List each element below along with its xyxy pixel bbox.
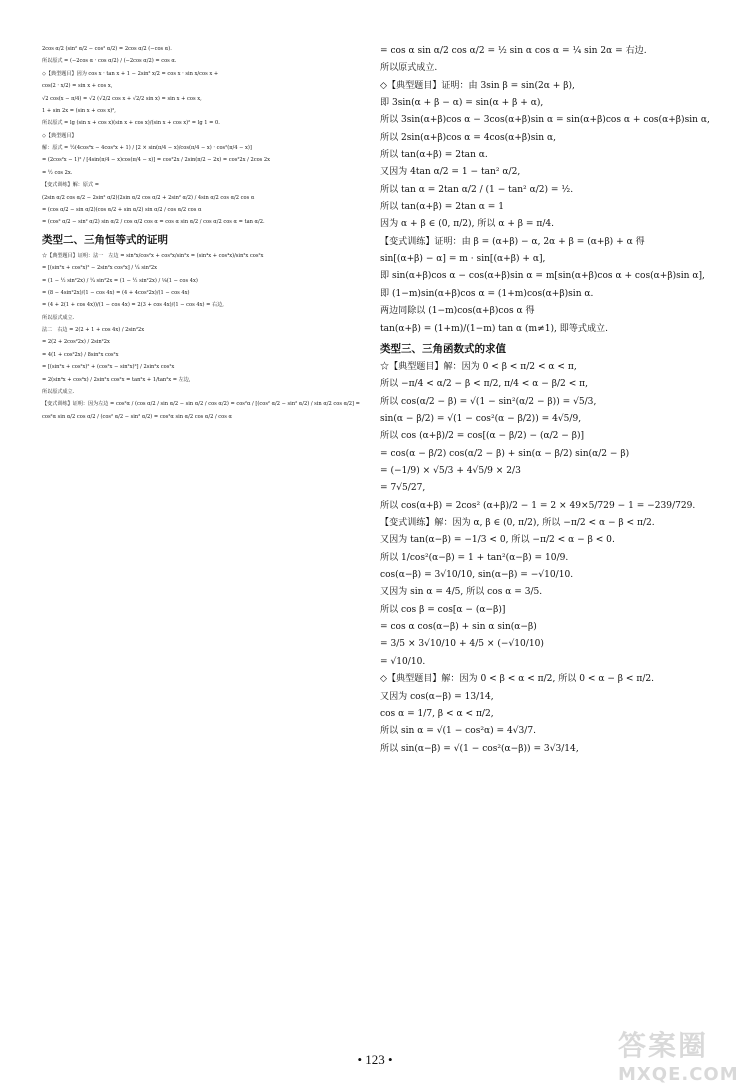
left-column-line: 2cos α/2 (sin² α/2 − cos² α/2) = 2cos α/2 (−cos α). xyxy=(42,46,172,52)
left-column-line: ◇【典型题目】因为 cos x · tan x + 1 − 2sin² x/2 = cos x · sin x/cos x + xyxy=(42,70,219,77)
right-column-line: 所以 tan(α+β) = 2tan α. xyxy=(380,150,488,161)
left-column-line: = [(sin²x + cos²x)² − 2sin²x cos²x] / ¼ sin²2x xyxy=(42,265,158,272)
right-column-line: 所以 cos(α/2 − β) = √(1 − sin²(α/2 − β)) = √5/3, xyxy=(380,396,597,407)
left-column-line: 【变式训练】证明：因为左边 = cos²α / (cos α/2 / sin α/2 − sin α/2 / cos α/2) = cos²α / [(cos² α/2 − sin² α/2) / sin α/2 cos α/2] = xyxy=(42,401,360,408)
right-column-line: 所以 sin α = √(1 − cos²α) = 4√3/7. xyxy=(380,726,537,737)
right-column-line: 所以 cos(α+β) = 2cos² (α+β)/2 − 1 = 2 × 49×5/729 − 1 = −239/729. xyxy=(380,500,696,511)
left-column-line: = 2(sin⁴x + cos⁴x) / 2sin²x cos²x = tan²x + 1/tan²x = 左边, xyxy=(42,376,191,383)
right-column-line: 所以 tan(α+β) = 2tan α = 1 xyxy=(380,202,505,213)
right-column-line: cos(α−β) = 3√10/10, sin(α−β) = −√10/10. xyxy=(380,570,574,581)
left-column-line: = (1 − ½ sin²2x) / ¼ sin²2x = (1 − ½ sin²2x) / ⅛(1 − cos 4x) xyxy=(42,277,198,284)
page-number: • 123 • xyxy=(357,1052,393,1067)
right-column-line: 所以 cos (α+β)/2 = cos[(α − β/2) − (α/2 − β)] xyxy=(380,431,585,442)
right-column-line: ◇【典型题目】解：因为 0 < β < α < π/2, 所以 0 < α − β < π/2. xyxy=(380,674,655,685)
right-column-line: sin[(α+β) − α] = m · sin[(α+β) + α], xyxy=(380,254,546,265)
left-column-line: 类型二、三角恒等式的证明 xyxy=(42,233,168,246)
right-column-line: = cos α cos(α−β) + sin α sin(α−β) xyxy=(380,622,537,633)
right-column-line: tan(α+β) = (1+m)/(1−m) tan α (m≠1), 即等式成立. xyxy=(380,323,608,334)
right-column-line: ☆【典型题目】解：因为 0 < β < π/2 < α < π, xyxy=(380,361,577,372)
left-column-line: = (4 + 2(1 + cos 4x))/(1 − cos 4x) = 2(3 + cos 4x)/(1 − cos 4x) = 右边, xyxy=(42,302,224,309)
left-column-line: ◇【典型题目】 xyxy=(42,132,77,139)
right-column-line: 两边同除以 (1−m)cos(α+β)cos α 得 xyxy=(380,306,535,317)
watermark-logo xyxy=(618,1024,738,1084)
right-column-line: 所以 −π/4 < α/2 − β < π/2, π/4 < α − β/2 < π, xyxy=(380,379,589,390)
right-column-line: = cos α sin α/2 cos α/2 = ½ sin α cos α = ¼ sin 2α = 右边. xyxy=(380,46,647,56)
left-column-line: 【变式训练】解：原式 = xyxy=(42,182,99,189)
left-column-line: ☆【典型题目】证明：法一 左边 = sin²x/cos²x + cos²x/sin²x = (sin⁴x + cos⁴x)/sin²x cos²x xyxy=(42,252,264,259)
right-column-line: 【变式训练】证明：由 β = (α+β) − α, 2α + β = (α+β) + α 得 xyxy=(380,236,645,247)
left-column xyxy=(42,46,360,426)
watermark-bottom-text: MXQE.COM xyxy=(618,1064,739,1085)
right-column-line: = √10/10. xyxy=(380,656,426,667)
left-column-line: 所以原式 = lg (sin x + cos x)(sin x + cos x)/(sin x + cos x)² = lg 1 = 0. xyxy=(42,120,220,127)
left-column-line: = ½ cos 2x. xyxy=(42,169,73,176)
left-column-line: 所以原式成立. xyxy=(42,314,75,321)
right-column-line: = 7√5/27, xyxy=(380,483,426,494)
left-column-line: = (cos α/2 − sin α/2)(cos α/2 + sin α/2) sin α/2 / cos α/2 cos α xyxy=(42,206,202,213)
left-column-line: cos(2 · x/2) = sin x + cos x, xyxy=(42,83,113,90)
left-column-line: 解：原式 = ½(4cos⁴x − 4cos²x + 1) / [2 × sin(π/4 − x)/cos(π/4 − x) · cos²(π/4 − x)] xyxy=(42,145,252,151)
right-column-line: = (−1/9) × √5/3 + 4√5/9 × 2/3 xyxy=(380,466,521,477)
right-column-line: 又因为 cos(α−β) = 13/14, xyxy=(380,691,494,702)
right-column-line: 所以 1/cos²(α−β) = 1 + tan²(α−β) = 10/9. xyxy=(380,552,569,563)
right-column-line: = cos(α − β/2) cos(α/2 − β) + sin(α − β/2) sin(α/2 − β) xyxy=(380,448,630,459)
right-column-line: 所以 3sin(α+β)cos α − 3cos(α+β)sin α = sin(α+β)cos α + cos(α+β)sin α, xyxy=(380,115,710,126)
left-column-line: 法二 右边 = 2(2 + 1 + cos 4x) / 2sin²2x xyxy=(42,327,145,333)
left-column-line: √2 cos(x − π/4) = √2 (√2/2 cos x + √2/2 sin x) = sin x + cos x, xyxy=(42,95,202,102)
left-column-line: = (2cos²x − 1)² / [4sin(π/4 − x)cos(π/4 − x)] = cos²2x / 2sin(π/2 − 2x) = cos²2x / 2cos 2x xyxy=(42,157,271,164)
watermark-top-text: 答案圈 xyxy=(618,1029,709,1062)
right-column-line: 又因为 sin α = 4/5, 所以 cos α = 3/5. xyxy=(380,587,543,598)
left-column-line: 1 + sin 2x = (sin x + cos x)², xyxy=(42,107,116,114)
left-column-line: = [(sin²x + cos²x)² + (cos²x − sin²x)²] / 2sin²x cos²x xyxy=(42,364,175,371)
right-column-line: cos α = 1/7, β < α < π/2, xyxy=(380,708,494,719)
right-column-line: 所以 2sin(α+β)cos α = 4cos(α+β)sin α, xyxy=(380,132,556,143)
right-column-line: 所以 tan α = 2tan α/2 / (1 − tan² α/2) = ½. xyxy=(380,184,574,195)
right-column-line: = 3/5 × 3√10/10 + 4/5 × (−√10/10) xyxy=(380,639,544,650)
right-column-line: 所以 cos β = cos[α − (α−β)] xyxy=(380,604,506,615)
left-column-line: = (cos² α/2 − sin² α/2) sin α/2 / cos α/2 cos α = cos α sin α/2 / cos α/2 cos α = tan α/2. xyxy=(42,219,265,226)
left-column-line: = 4(1 + cos²2x) / 8sin²x cos²x xyxy=(42,351,119,358)
left-column-line: = (8 − 4sin²2x)/(1 − cos 4x) = (4 + 4cos²2x)/(1 − cos 4x) xyxy=(42,289,190,296)
right-column-line: 所以原式成立. xyxy=(380,63,438,74)
right-column-line: 所以 sin(α−β) = √(1 − cos²(α−β)) = 3√3/14, xyxy=(380,743,579,754)
right-column-line: 又因为 4tan α/2 = 1 − tan² α/2, xyxy=(380,167,521,178)
left-column-line: (2sin α/2 cos α/2 − 2sin² α/2)(2sin α/2 cos α/2 + 2sin² α/2) / 4sin α/2 cos α/2 cos α xyxy=(42,194,255,201)
right-column-line: sin(α − β/2) = √(1 − cos²(α − β/2)) = 4√5/9, xyxy=(380,414,582,424)
left-column-line: 所以原式成立. xyxy=(42,388,75,395)
right-column-line: 即 sin(α+β)cos α − cos(α+β)sin α = m[sin(α+β)cos α + cos(α+β)sin α], xyxy=(380,271,705,282)
left-column-line: = 2(2 + 2cos²2x) / 2sin²2x xyxy=(42,339,110,346)
right-column-line: 类型三、三角函数式的求值 xyxy=(380,342,506,355)
right-column-line: 【变式训练】解：因为 α, β ∈ (0, π/2), 所以 −π/2 < α − β < π/2. xyxy=(380,518,655,529)
right-column-line: 即 3sin(α + β − α) = sin(α + β + α), xyxy=(380,98,544,109)
left-column-line: cos²α sin α/2 cos α/2 / (cos² α/2 − sin² α/2) = cos²α sin α/2 cos α/2 / cos α xyxy=(42,413,232,420)
right-column xyxy=(380,46,710,761)
right-column-line: ◇【典型题目】证明：由 3sin β = sin(2α + β), xyxy=(380,80,575,91)
left-column-line: 所以原式 = (−2cos α · cos α/2) / (−2cos α/2) = cos α. xyxy=(42,58,177,65)
right-column-line: 因为 α + β ∈ (0, π/2), 所以 α + β = π/4. xyxy=(380,219,555,230)
right-column-line: 即 (1−m)sin(α+β)cos α = (1+m)cos(α+β)sin α. xyxy=(380,288,594,299)
right-column-line: 又因为 tan(α−β) = −1/3 < 0, 所以 −π/2 < α − β < 0. xyxy=(380,535,615,546)
